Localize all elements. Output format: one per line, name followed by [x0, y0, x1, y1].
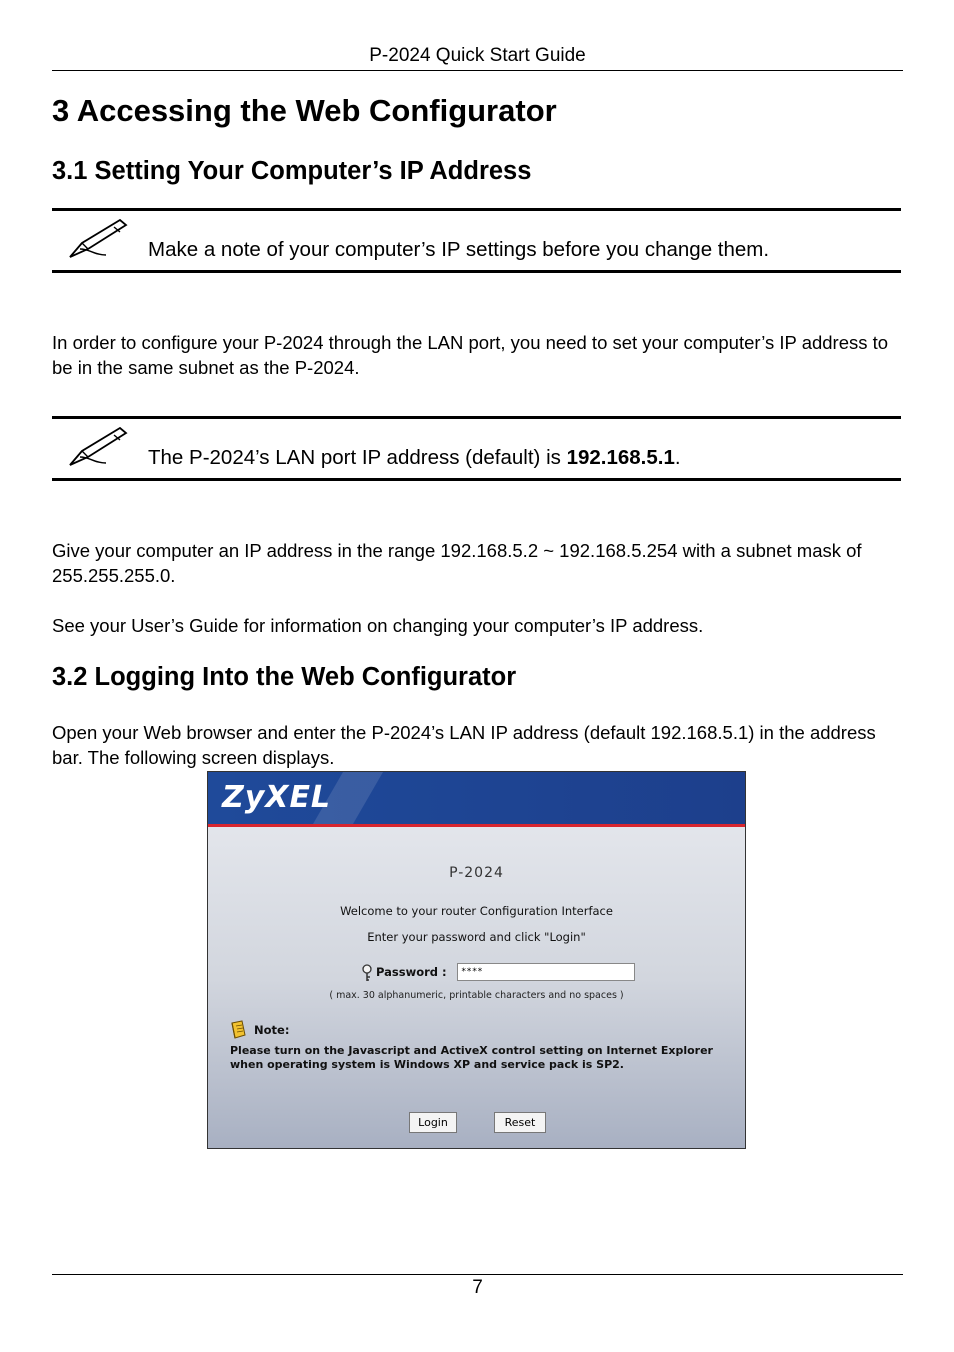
- paragraph-ip-range: Give your computer an IP address in the range 192.168.5.2 ~ 192.168.5.254 with a subnet mask of 255.255.255.0.: [52, 540, 862, 586]
- welcome-text: Welcome to your router Configuration Interface: [340, 904, 613, 918]
- notepad-icon: [230, 1020, 247, 1039]
- model-name: P-2024: [449, 865, 504, 881]
- running-header: P-2024 Quick Start Guide: [369, 45, 586, 66]
- section-1-title: 3.1 Setting Your Computer’s IP Address: [52, 157, 532, 185]
- paragraph-users-guide: See your User’s Guide for information on changing your computer’s IP address.: [52, 615, 704, 636]
- page-number: 7: [472, 1277, 483, 1298]
- chapter-title: 3 Accessing the Web Configurator: [52, 93, 557, 128]
- password-label: Password :: [376, 965, 447, 979]
- password-row: [360, 963, 650, 983]
- note-2-text: [148, 446, 681, 470]
- login-screen-screenshot: [207, 771, 746, 1149]
- password-hint: ( max. 30 alphanumeric, printable characters and no spaces ): [329, 990, 624, 1001]
- note-2-bottom-rule: [52, 478, 901, 481]
- note-2-prefix: The P-2024’s LAN port IP address (default) is: [148, 446, 567, 469]
- note-2-top-rule: [52, 416, 901, 419]
- reset-button[interactable]: Reset: [494, 1112, 546, 1133]
- note-pencil-icon: [66, 427, 130, 467]
- note-2-suffix: .: [674, 446, 681, 469]
- note-1-text: Make a note of your computer’s IP settings before you change them.: [148, 238, 770, 261]
- password-instruction: Enter your password and click "Login": [367, 930, 586, 944]
- login-button[interactable]: Login: [409, 1112, 457, 1133]
- banner-accent-line: [208, 824, 745, 827]
- paragraph-lan-config: In order to configure your P-2024 through the LAN port, you need to set your computer’s IP address to be in the same subnet as the P-2024.: [52, 332, 889, 378]
- note-body: Please turn on the Javascript and ActiveX control setting on Internet Explorer when operating system is Windows XP and service pack is SP2.: [230, 1044, 713, 1071]
- default-ip-address: 192.168.5.1: [566, 446, 675, 469]
- password-input[interactable]: ****: [457, 963, 635, 981]
- login-banner: [208, 772, 745, 824]
- note-1-top-rule: [52, 208, 901, 211]
- zyxel-logo: ZyXEL: [222, 780, 332, 815]
- header-rule: [52, 70, 903, 71]
- note-label: Note:: [254, 1023, 290, 1037]
- note-pencil-icon: [66, 219, 130, 259]
- footer-rule: [52, 1274, 903, 1275]
- key-icon: [360, 964, 374, 982]
- note-1-bottom-rule: [52, 270, 901, 273]
- section-2-title: 3.2 Logging Into the Web Configurator: [52, 663, 517, 691]
- paragraph-open-browser: Open your Web browser and enter the P-2024’s LAN IP address (default 192.168.5.1) in the address bar. The following screen displays.: [52, 722, 876, 768]
